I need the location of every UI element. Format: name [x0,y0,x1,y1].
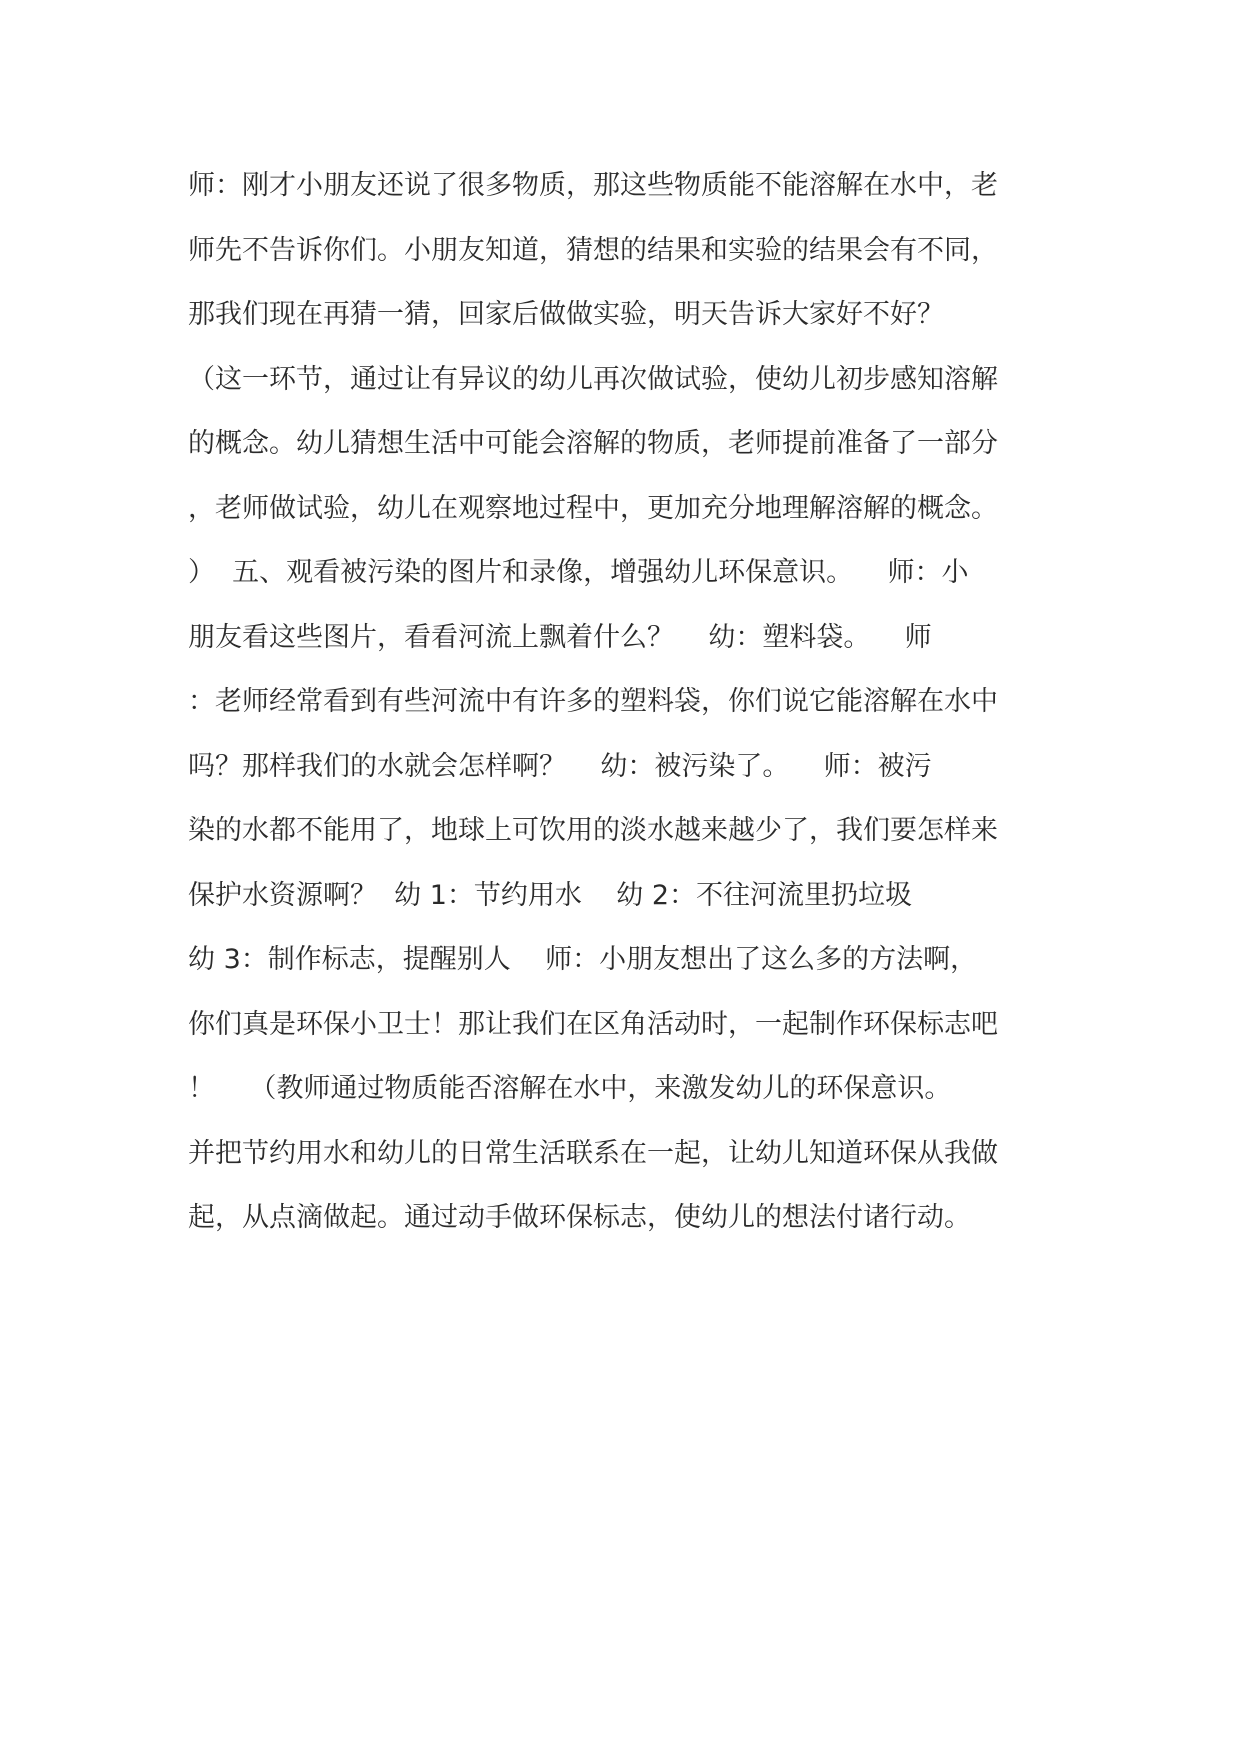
body-text [188,154,1058,1251]
text-line: ，老师做试验，幼儿在观察地过程中，更加充分地理解溶解的概念。 [188,492,998,524]
text-line: 师先不告诉你们。小朋友知道，猜想的结果和实验的结果会有不同， [188,234,998,266]
text-line: 的概念。幼儿猜想生活中可能会溶解的物质，老师提前准备了一部分 [188,428,998,459]
text-line: 师：刚才小朋友还说了很多物质，那这些物质能不能溶解在水中，老 [188,170,998,201]
text-line: 起，从点滴做起。通过动手做环保标志，使幼儿的想法付诸行动。 [188,1202,971,1233]
text-line: （这一环节，通过让有异议的幼儿再次做试验，使幼儿初步感知溶解 [188,363,998,395]
text-line: ） 五、观看被污染的图片和录像，增强幼儿环保意识。 师：小 [188,557,969,588]
text-line: 染的水都不能用了，地球上可饮用的淡水越来越少了，我们要怎样来 [188,815,998,846]
text-line: 你们真是环保小卫士！那让我们在区角活动时，一起制作环保标志吧 [188,1008,998,1040]
text-line: ！ （教师通过物质能否溶解在水中，来激发幼儿的环保意识。 [188,1073,952,1104]
text-line: ：老师经常看到有些河流中有许多的塑料袋，你们说它能溶解在水中 [188,686,998,717]
text-line: 保护水资源啊？ 幼 1：节约用水 幼 2：不往河流里扔垃圾 [188,879,913,911]
text-line: 幼 3：制作标志，提醒别人 师：小朋友想出了这么多的方法啊， [188,944,978,975]
text-line: 吗？那样我们的水就会怎样啊？ 幼：被污染了。 师：被污 [188,750,932,782]
text-line: 那我们现在再猜一猜，回家后做做实验，明天告诉大家好不好？ [188,299,944,330]
text-line: 朋友看这些图片，看看河流上飘着什么？ 幼：塑料袋。 师 [188,621,932,653]
text-line: 并把节约用水和幼儿的日常生活联系在一起，让幼儿知道环保从我做 [188,1137,998,1169]
